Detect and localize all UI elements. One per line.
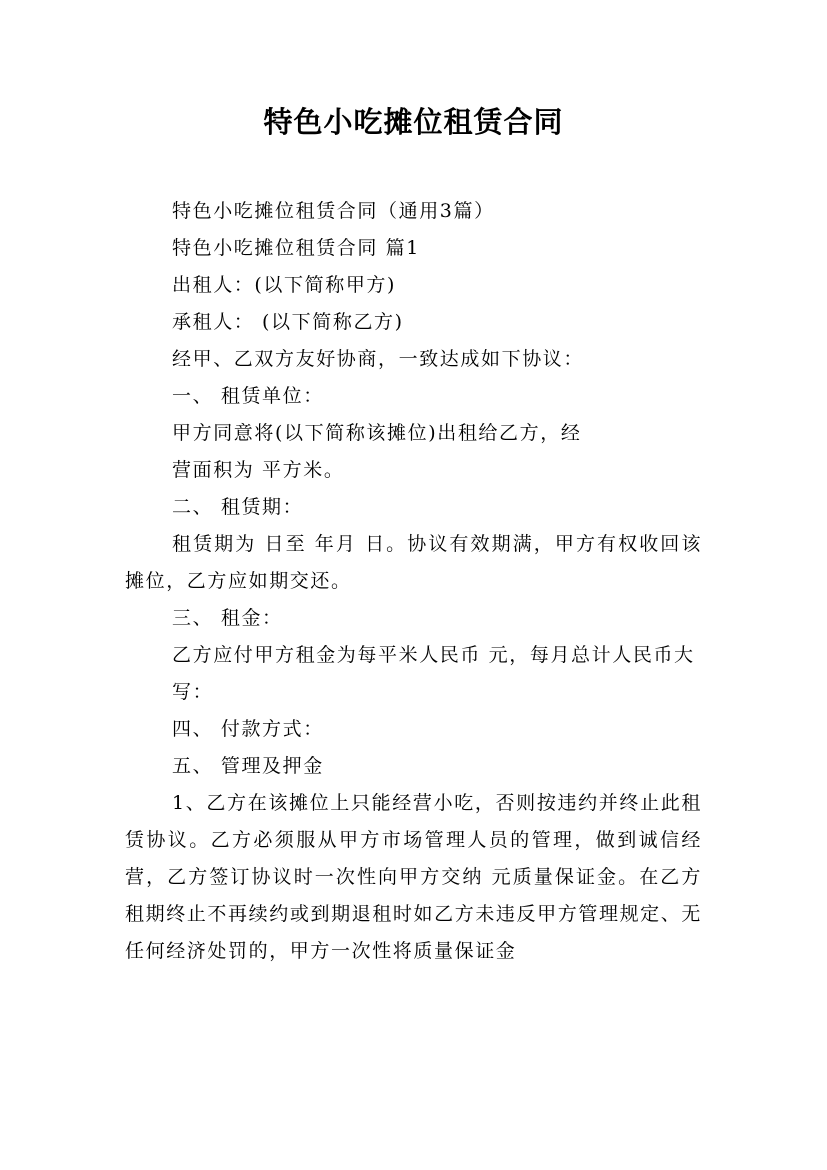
paragraph-section-5-item-1: 1、乙方在该摊位上只能经营小吃，否则按违约并终止此租赁协议。乙方必须服从甲方市场管理人员的管理，做到诚信经营，乙方签订协议时一次性向甲方交纳 元质量保证金。在乙方租期终止不再续约或到期退租时如乙方未违反甲方管理规定、无任何经济处罚的，甲方一次性将质量保证金 [125, 792, 702, 962]
paragraph-subtitle: 特色小吃摊位租赁合同（通用3篇） [172, 200, 495, 222]
paragraph-agreement-intro: 经甲、乙双方友好协商，一致达成如下协议： [172, 348, 585, 370]
paragraph-section-3-text: 乙方应付甲方租金为每平米人民币 元，每月总计人民币大 [172, 644, 695, 666]
paragraph-lessor: 出租人：(以下简称甲方) [172, 274, 397, 296]
paragraph-section-3-heading: 三、 租金： [172, 607, 283, 629]
paragraph-section-1-text-a: 甲方同意将(以下简称该摊位)出租给乙方，经 [172, 422, 582, 444]
paragraph-part-heading: 特色小吃摊位租赁合同 篇1 [172, 237, 420, 259]
paragraph-section-5-heading: 五、 管理及押金 [172, 755, 324, 777]
paragraph-section-4-heading: 四、 付款方式： [172, 718, 324, 740]
paragraph-section-2-text: 租赁期为 日至 年月 日。协议有效期满，甲方有权收回该摊位，乙方应如期交还。 [125, 533, 702, 592]
paragraph-section-1-heading: 一、 租赁单位： [172, 385, 324, 407]
paragraph-lessee: 承租人： (以下简称乙方) [172, 311, 404, 333]
document-body [125, 193, 702, 970]
paragraph-section-1-text-b: 营面积为 平方米。 [172, 459, 345, 481]
paragraph-section-3-text-b: 写： [172, 681, 214, 703]
paragraph-section-2-heading: 二、 租赁期： [172, 496, 304, 518]
document-title: 特色小吃摊位租赁合同 [263, 105, 564, 139]
